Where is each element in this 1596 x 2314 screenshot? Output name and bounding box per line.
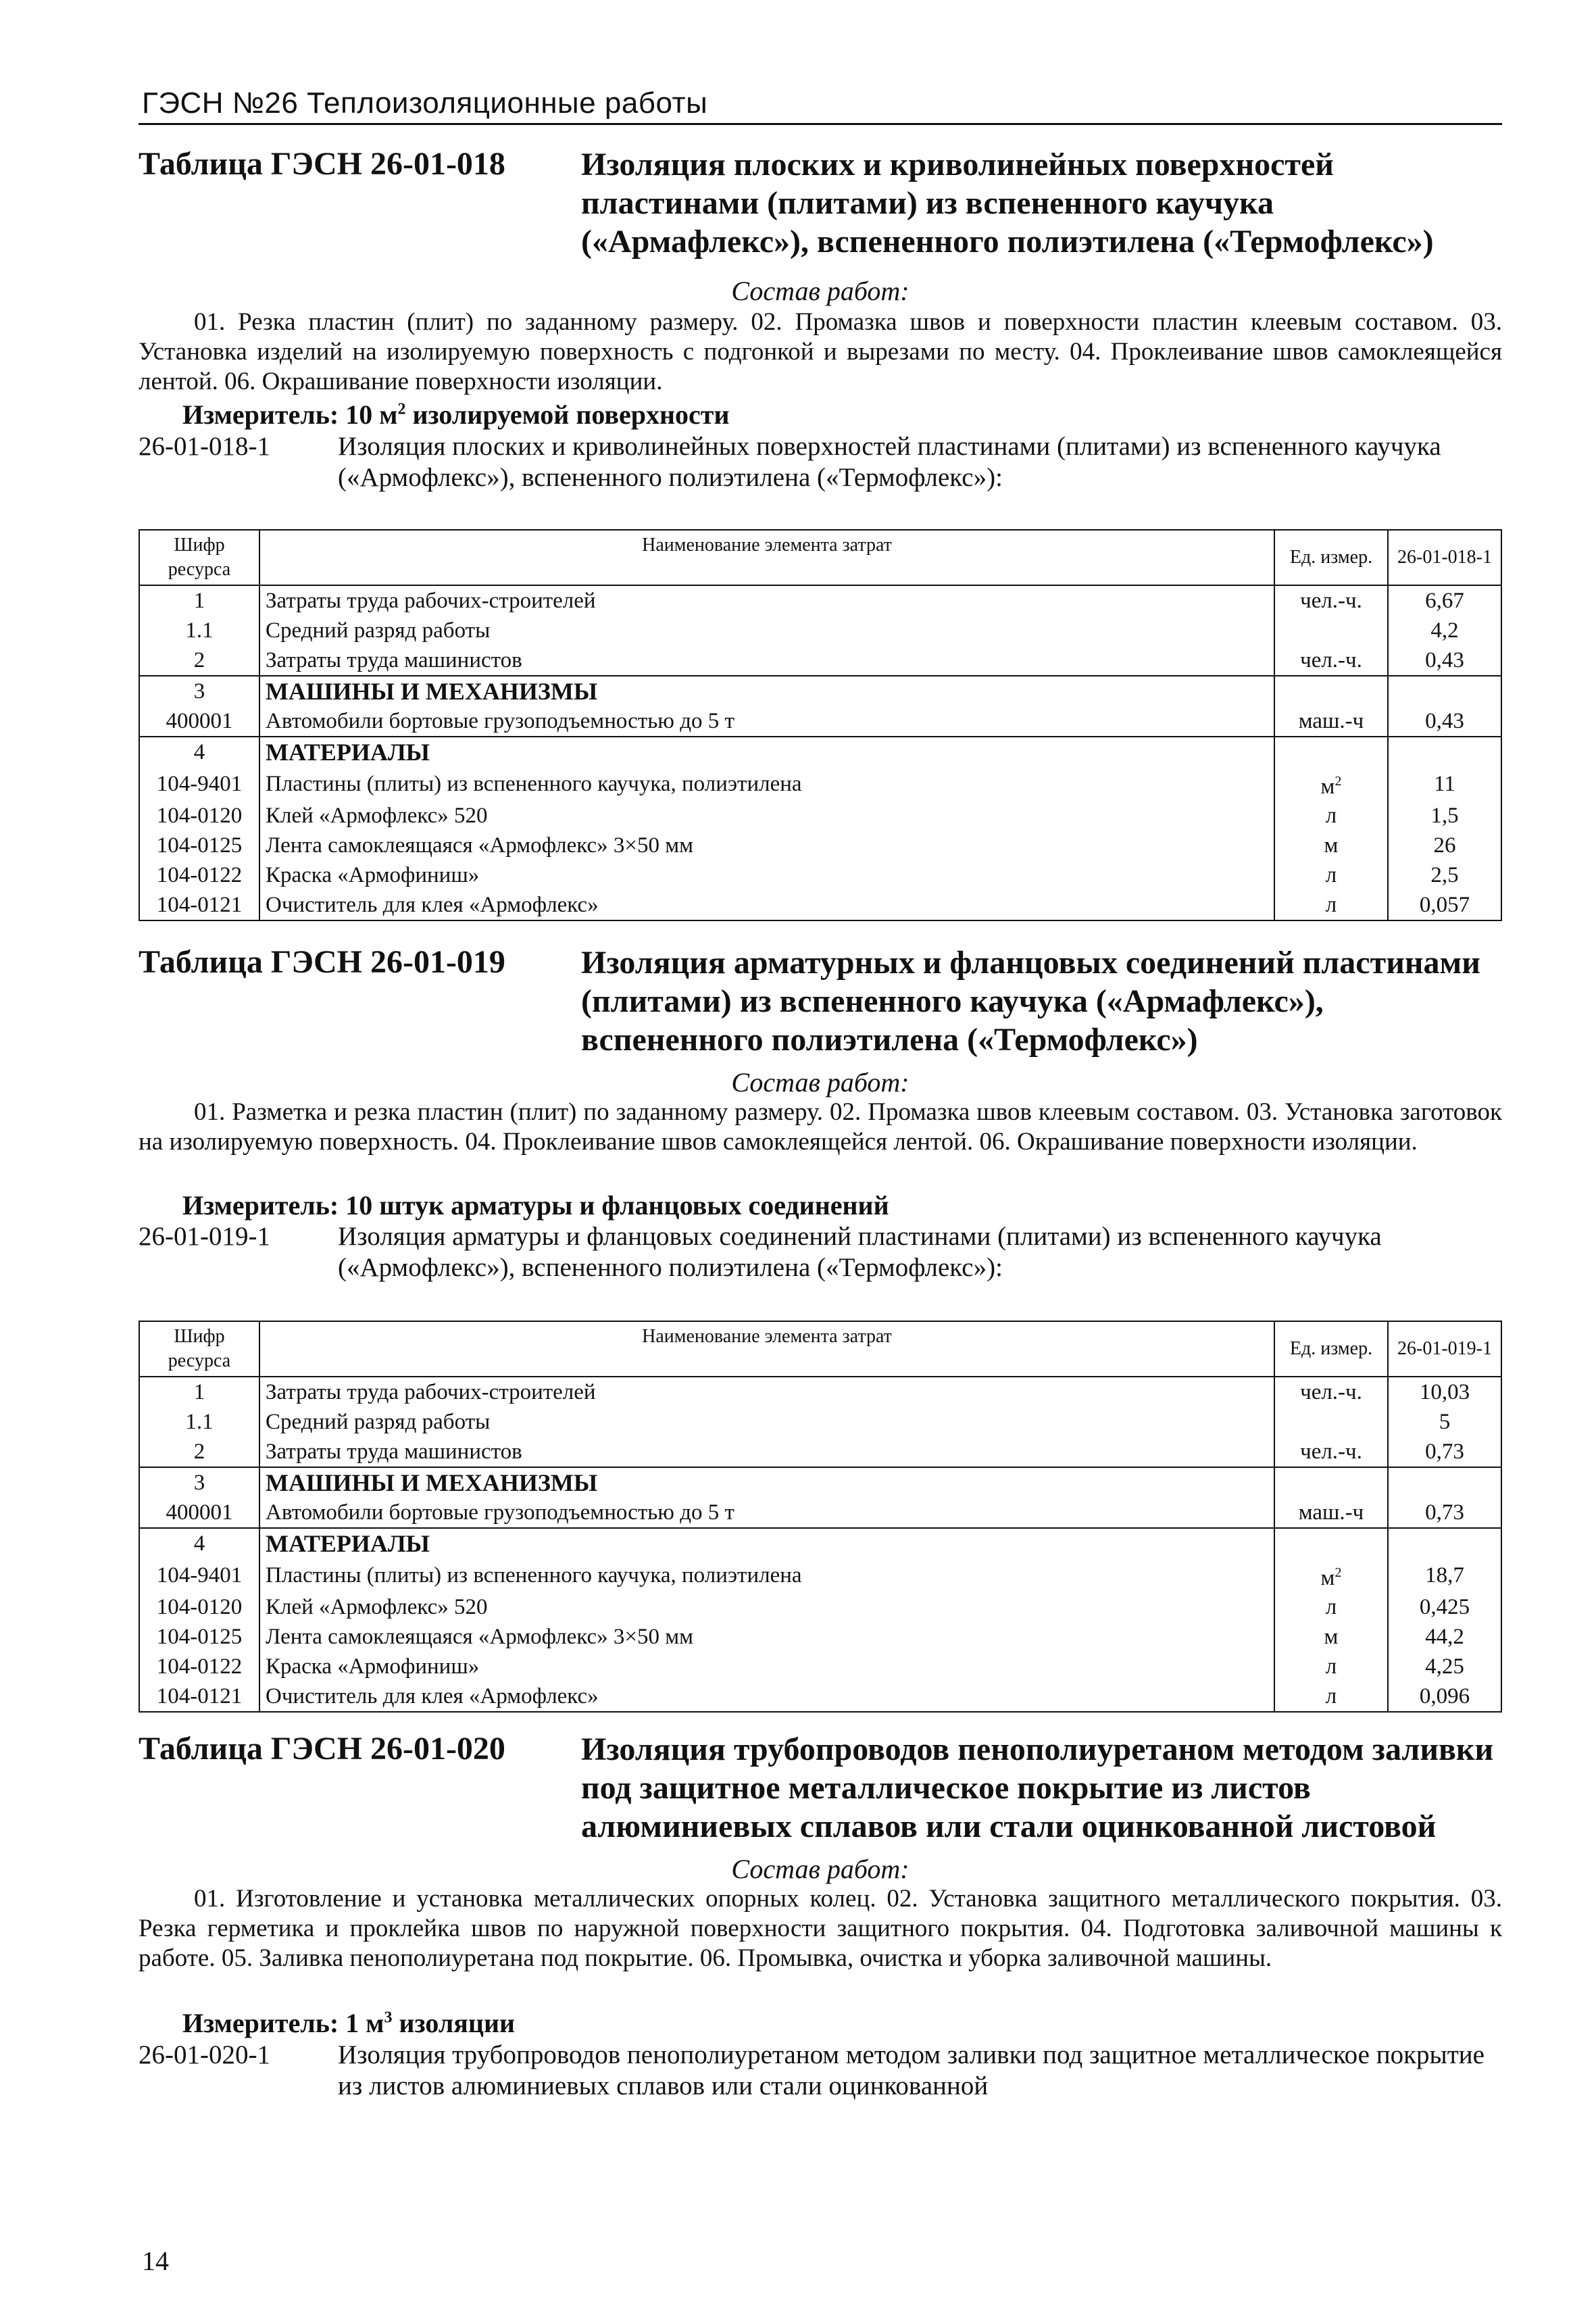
table-code: Таблица ГЭСН 26-01-020 [139,1731,505,1767]
col-header-code: Шифр ресурса [139,530,259,585]
header-rule [139,123,1502,125]
table-row: 104-0120 Клей «Армофлекс» 520 л 1,5 [139,801,1501,831]
table-row: 1.1 Средний разряд работы 5 [139,1407,1501,1437]
norm-code: 26-01-019-1 [139,1222,270,1251]
col-header-value: 26-01-019-1 [1388,1321,1501,1377]
work-composition-label: Состав работ: [731,276,909,306]
table-row: 104-0121 Очиститель для клея «Армофлекс» л 0,057 [139,890,1501,920]
col-header-value: 26-01-018-1 [1388,530,1501,585]
table-title: Изоляция арматурных и фланцовых соединений пластинами (плитами) из вспененного каучука («Армафлекс»), вспененного полиэтилена («Термофлекс») [581,945,1480,1058]
col-header-unit: Ед. измер. [1274,530,1388,585]
table-row: 2 Затраты труда машинистов чел.-ч. 0,43 [139,645,1501,676]
col-header-name: Наименование элемента затрат [259,530,1274,585]
cost-table [139,1321,1502,1713]
group-row-materials: 4 МАТЕРИАЛЫ [139,1528,1501,1558]
norm-code: 26-01-018-1 [139,432,270,461]
table-code: Таблица ГЭСН 26-01-019 [139,944,505,980]
table-row: 104-0120 Клей «Армофлекс» 520 л 0,425 [139,1592,1501,1622]
table-row: 104-0122 Краска «Армофиниш» л 4,25 [139,1652,1501,1681]
table-row: 104-0125 Лента самоклеящаяся «Армофлекс» 3×50 мм м 44,2 [139,1622,1501,1652]
table-row: 104-0122 Краска «Армофиниш» л 2,5 [139,860,1501,890]
norm-description: Изоляция трубопроводов пенополиуретаном методом заливки под защитное металлическое покрытие из листов алюминиевых сплавов или стали оцинкованной [338,2040,1485,2100]
measure-line: Измеритель: 10 $м^2$ изолируемой поверхности [182,399,730,430]
norm-code: 26-01-020-1 [139,2040,270,2069]
table-row: 400001 Автомобили бортовые грузоподъемностью до 5 т маш.-ч 0,73 [139,1498,1501,1528]
norm-description: Изоляция арматуры и фланцовых соединений пластинами (плитами) из вспененного каучука («Армофлекс»), вспененного полиэтилена («Термофлекс»): [338,1222,1382,1282]
work-composition-text: 01. Изготовление и установка металлических опорных колец. 02. Установка защитного металлического покрытия. 03. Резка герметика и проклейка швов по наружной поверхности защитного покрытия. 04. Подготовка заливочной машины к работе. 05. Заливка пенополиуретана под покрытие. 06. Промывка, очистка и уборка заливочной машины. [139,1885,1502,1972]
running-header: ГЭСН №26 Теплоизоляционные работы [142,87,708,120]
group-row-machines: 3 МАШИНЫ И МЕХАНИЗМЫ [139,1467,1501,1498]
col-header-name: Наименование элемента затрат [259,1321,1274,1377]
work-composition-text: 01. Резка пластин (плит) по заданному размеру. 02. Промазка швов и поверхности пластин клеевым составом. 03. Установка изделий на изолируемую поверхность с подгонкой и вырезами по месту. 04. Проклеивание швов самоклеящейся лентой. 06. Окрашивание поверхности изоляции. [139,308,1502,395]
table-row: 1 Затраты труда рабочих-строителей чел.-ч. 10,03 [139,1377,1501,1407]
table-row: 1 Затраты труда рабочих-строителей чел.-ч. 6,67 [139,585,1501,616]
table-code: Таблица ГЭСН 26-01-018 [139,146,505,182]
table-row: 104-9401 Пластины (плиты) из вспененного каучука, полиэтилена $м^2$ 18,7 [139,1558,1501,1592]
table-row: 104-9401 Пластины (плиты) из вспененного каучука, полиэтилена $м^2$ 11 [139,767,1501,801]
work-composition-text: 01. Разметка и резка пластин (плит) по заданному размеру. 02. Промазка швов клеевым составом. 03. Установка заготовок на изолируемую поверхность. 04. Проклеивание швов самоклеящейся лентой. 06. Окрашивание поверхности изоляции. [139,1098,1502,1156]
table-row: 104-0125 Лента самоклеящаяся «Армофлекс» 3×50 мм м 26 [139,831,1501,860]
page-number: 14 [142,2246,169,2276]
table-row: 400001 Автомобили бортовые грузоподъемностью до 5 т маш.-ч 0,43 [139,706,1501,737]
norm-description: Изоляция плоских и криволинейных поверхностей пластинами (плитами) из вспененного каучука («Армофлекс»), вспененного полиэтилена («Термофлекс»): [338,432,1441,492]
table-title: Изоляция плоских и криволинейных поверхностей пластинами (плитами) из вспененного каучука («Армафлекс»), вспененного полиэтилена («Термофлекс») [581,147,1434,260]
table-row: 1.1 Средний разряд работы 4,2 [139,616,1501,645]
cost-table [139,529,1502,921]
group-row-machines: 3 МАШИНЫ И МЕХАНИЗМЫ [139,676,1501,706]
work-composition-label: Состав работ: [731,1067,909,1098]
group-row-materials: 4 МАТЕРИАЛЫ [139,737,1501,767]
table-row: 104-0121 Очиститель для клея «Армофлекс» л 0,096 [139,1681,1501,1712]
measure-line: Измеритель: 10 штук арматуры и фланцовых соединений [182,1190,889,1221]
measure-line: Измеритель: 1 $м^3$ изоляции [182,2008,516,2038]
table-row: 2 Затраты труда машинистов чел.-ч. 0,73 [139,1437,1501,1467]
table-title: Изоляция трубопроводов пенополиуретаном методом заливки под защитное металлическое покрытие из листов алюминиевых сплавов или стали оцинкованной листовой [581,1731,1494,1844]
col-header-unit: Ед. измер. [1274,1321,1388,1377]
work-composition-label: Состав работ: [731,1854,909,1884]
col-header-code: Шифр ресурса [139,1321,259,1377]
